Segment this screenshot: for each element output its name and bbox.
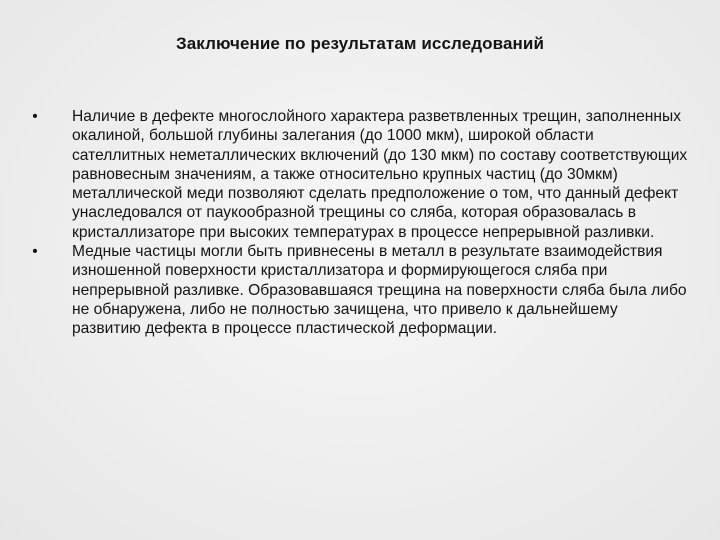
bullet-list <box>28 107 690 339</box>
slide-title: Заключение по результатам исследований <box>175 34 544 53</box>
bullet-marker: • <box>32 243 38 261</box>
bullet-marker: • <box>32 108 38 125</box>
bullet-item <box>28 242 690 338</box>
bullet-text: Наличие в дефекте многослойного характера разветвленных трещин, заполненных окалиной, большой глубины залегания (до 1000 мкм), широкой области сателлитных неметаллических включений (до 130 мкм) по составу соответствующих равновесным значениям, а также относительно крупных частиц (до 30мкм) металлической меди позволяют сделать предположение о том, что данный дефект унаследовался от паукообразной трещины со сляба, которая образовалась в кристаллизаторе при высоких температурах в процессе непрерывной разливки. <box>72 108 688 241</box>
bullet-item <box>28 107 690 242</box>
bullet-text: Медные частицы могли быть привнесены в металл в результате взаимодействия изношенной поверхности кристаллизатора и формирующегося сляба при непрерывной разливке. Образовавшаяся трещина на поверхности сляба была либо не обнаружена, либо не полностью зачищена, что привело к дальнейшему развитию дефекта в процессе пластической деформации. <box>72 243 687 338</box>
